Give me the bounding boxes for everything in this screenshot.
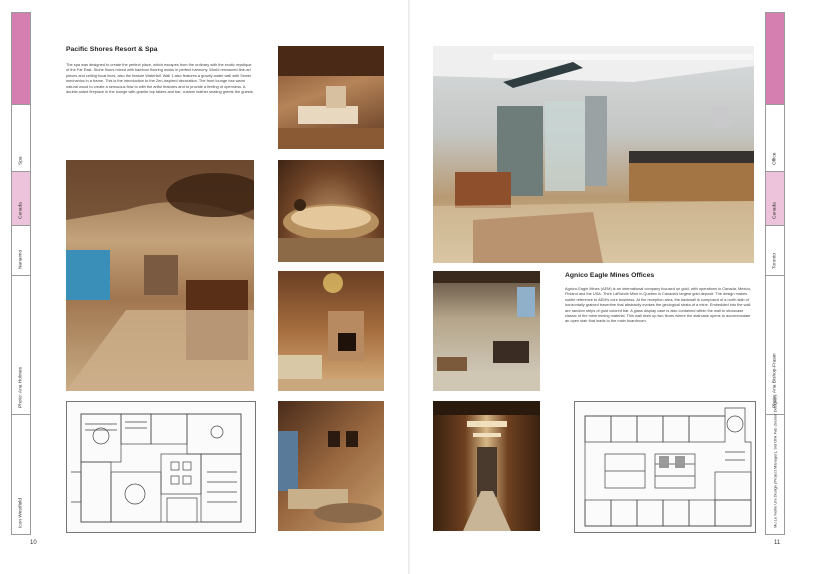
office-reception-photo xyxy=(433,46,754,263)
strip-label: Canada xyxy=(18,202,24,219)
strip-label: Photo: Ana Holmes xyxy=(18,366,24,408)
spa-lounge-fireplace-photo xyxy=(278,271,384,391)
strip-cell-photo xyxy=(12,276,30,415)
spa-treatment-room-photo xyxy=(278,46,384,149)
project-title: Agnico Eagle Mines Offices xyxy=(565,272,655,279)
spa-lounge-seating-photo xyxy=(278,401,384,531)
strip-label: Icon Westfield xyxy=(18,497,24,528)
strip-label: Photo: Ana Bishop-Fraser xyxy=(772,353,778,408)
office-corridor-photo xyxy=(433,401,540,531)
spa-floor-plan xyxy=(66,401,256,533)
strip-label: Mu Le Nellie Uni Design (Project Manager), Sid Ohk Fab (Senior Designer) xyxy=(772,395,778,528)
page-number-left: 10 xyxy=(30,540,37,546)
office-lounge-illustration xyxy=(433,271,540,391)
corridor-illustration xyxy=(433,401,540,531)
strip-cell-city xyxy=(766,226,784,276)
strip-cell-category xyxy=(12,105,30,172)
strip-label: Nanaimo xyxy=(18,249,24,269)
spa-floor-plan-drawing xyxy=(67,402,255,532)
office-floor-plan xyxy=(574,401,756,533)
strip-cell-designer xyxy=(766,395,784,534)
project-description: The spa was designed to create the perfect place, which escapes from the ordinary with the exotic mystique of the Far East. Stone floors mixed with bamboo flooring works in perfect harmony. World renowned fine-art pieces and ceiling focal lines, also the feature Waterfall. Wall 1 also features a gravity-water wall with Sewer mechanics in a frame. This is the introduction to the Zen-inspired decoration. The front lounge has warm natural wood to create a sensuous flow to with the artful features and to provide a feeling of openness. A double-sided fireplace in the lounge with granite top tables and bar, custom leather seating greets the guests. xyxy=(66,62,254,95)
office-lounge-photo xyxy=(433,271,540,391)
strip-color-block xyxy=(766,13,784,105)
strip-color-block xyxy=(12,13,30,105)
strip-cell-category xyxy=(766,105,784,172)
strip-label: Canada xyxy=(772,202,778,219)
left-page xyxy=(0,0,409,574)
office-floor-plan-drawing xyxy=(575,402,755,532)
hot-tub-illustration xyxy=(278,160,384,262)
strip-label: Spa xyxy=(18,156,24,165)
lounge-illustration xyxy=(278,271,384,391)
spa-reception-illustration xyxy=(66,160,254,391)
right-page xyxy=(410,0,819,574)
spa-reception-photo xyxy=(66,160,254,391)
page-number-right: 11 xyxy=(774,540,781,546)
reception-illustration xyxy=(433,46,754,263)
left-category-strip xyxy=(11,12,31,535)
strip-label: Office xyxy=(772,152,778,165)
spa-hot-tub-photo xyxy=(278,160,384,262)
strip-cell-designer xyxy=(12,415,30,534)
seating-illustration xyxy=(278,401,384,531)
strip-cell-country xyxy=(12,172,30,226)
strip-cell-city xyxy=(12,226,30,276)
right-category-strip xyxy=(765,12,785,535)
project-title: Pacific Shores Resort & Spa xyxy=(66,46,158,53)
strip-cell-country xyxy=(766,172,784,226)
treatment-room-illustration xyxy=(278,46,384,149)
project-description: Agnico-Eagle Mines (AEM) is an international company focused on gold, with operations in Canada, Mexico, Finland and the USA. Their LaRonde Mine in Quebec is Canada's largest gold deposit. The design makes subtle reference to AEM's core business. At the reception area, the backwall is composed of a north slab of horizontally grained travertine that abstractly evokes the geological strata of a mine. Embedded into the wall are random strips of gold colored bar. A glass display case is also contained within the wall to showcase classic of the mine mining material. This wall rises up two floors where the staircase opens to accommodate an open stair that leads to the main boardroom. xyxy=(565,286,752,324)
strip-label: Toronto xyxy=(772,253,778,269)
